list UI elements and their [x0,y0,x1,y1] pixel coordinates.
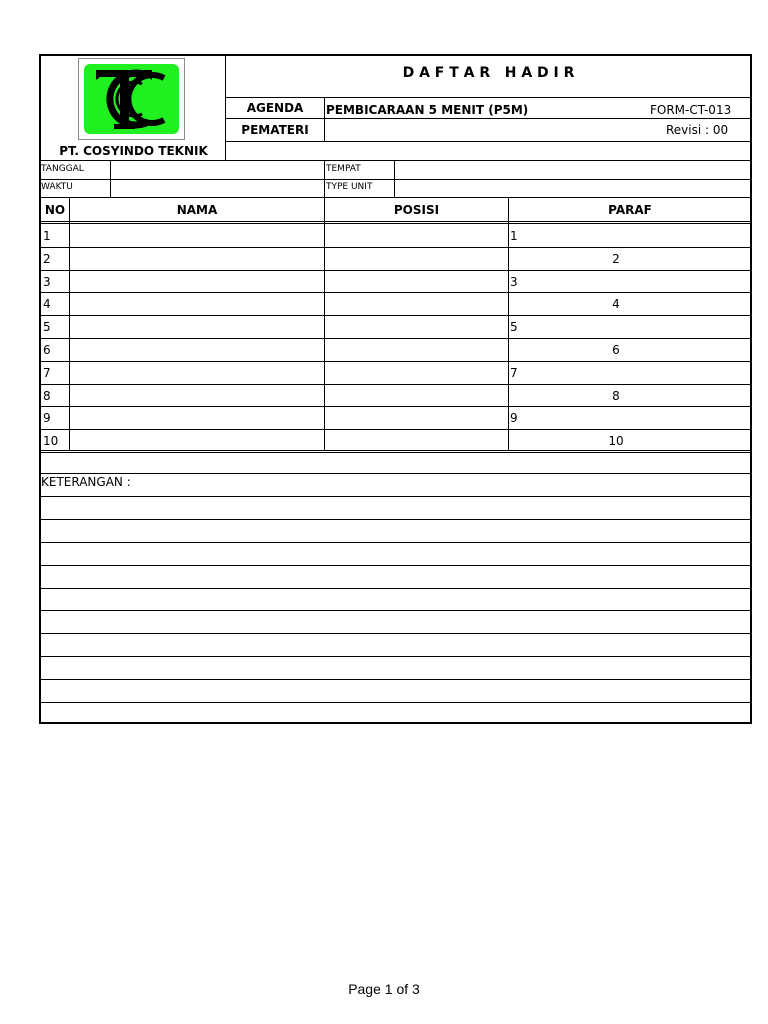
paraf-number: 6 [612,343,620,357]
pemateri-label: PEMATERI [241,123,309,137]
paraf-number: 2 [612,252,620,266]
logo-background [84,64,179,134]
row-number: 6 [43,343,51,357]
tempat-label: TEMPAT [326,164,361,174]
revision-label: Revisi : 00 [666,123,729,137]
notes-line [41,702,751,703]
col-no: NO [44,203,66,217]
row-divider [41,315,751,316]
row-divider [41,247,751,248]
paraf-number: 7 [510,366,518,380]
paraf-number: 3 [510,275,518,289]
row-number: 5 [43,320,51,334]
row-divider [41,384,751,385]
notes-line [41,610,751,611]
company-logo [78,58,185,140]
notes-line [41,679,751,680]
paraf-number: 10 [608,434,624,448]
keterangan-label: KETERANGAN : [41,475,131,489]
paraf-number: 4 [612,297,620,311]
col-posisi: POSISI [393,203,440,217]
form-title: D A F T A R H A D I R [402,65,575,81]
col-paraf: PARAF [608,203,652,217]
row-number: 3 [43,275,51,289]
row-number: 8 [43,389,51,403]
notes-line [41,656,751,657]
form-code: FORM-CT-013 [650,103,732,117]
notes-line [41,588,751,589]
row-number: 2 [43,252,51,266]
paraf-number: 1 [510,229,518,243]
page-number: Page 1 of 3 [348,981,420,997]
row-divider [41,452,751,453]
row-number: 1 [43,229,51,243]
row-divider [41,429,751,430]
notes-line [41,496,751,497]
row-divider [41,406,751,407]
notes-line [41,633,751,634]
notes-line [41,565,751,566]
row-number: 4 [43,297,51,311]
row-divider [41,270,751,271]
paraf-number: 8 [612,389,620,403]
row-number: 7 [43,366,51,380]
row-divider [41,292,751,293]
agenda-label: AGENDA [246,101,304,115]
company-name: PT. COSYINDO TEKNIK [59,144,208,158]
type-unit-label: TYPE UNIT [326,182,373,192]
notes-line [41,519,751,520]
paraf-number: 9 [510,411,518,425]
tanggal-label: TANGGAL [41,164,84,174]
row-number: 10 [43,434,59,448]
notes-line [41,542,751,543]
agenda-value: PEMBICARAAN 5 MENIT (P5M) [326,103,529,117]
tc-logo-icon [84,64,179,134]
col-nama: NAMA [176,203,218,217]
paraf-number: 5 [510,320,518,334]
waktu-label: WAKTU [41,182,73,192]
row-divider [41,338,751,339]
row-divider [41,361,751,362]
row-number: 9 [43,411,51,425]
